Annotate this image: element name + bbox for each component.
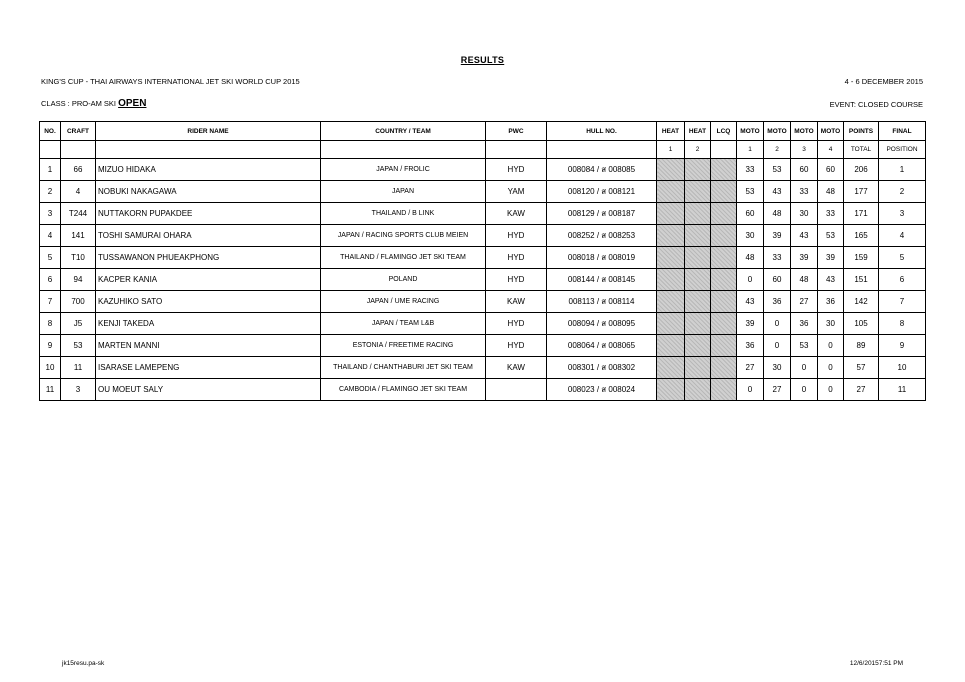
heat2-cell (685, 313, 711, 335)
country-team: JAPAN / UME RACING (321, 291, 486, 313)
moto2-points: 33 (764, 247, 791, 269)
moto4-points: 48 (818, 181, 844, 203)
moto4-points: 0 (818, 357, 844, 379)
heat2-cell (685, 379, 711, 401)
pwc: HYD (486, 313, 547, 335)
moto2-points: 27 (764, 379, 791, 401)
moto1-points: 43 (737, 291, 764, 313)
points-sub: TOTAL (844, 141, 879, 159)
craft-number: 3 (61, 379, 96, 401)
pwc: YAM (486, 181, 547, 203)
rider-name: KACPER KANIA (96, 269, 321, 291)
table-row (40, 225, 926, 247)
heat2-cell (685, 269, 711, 291)
pwc: HYD (486, 269, 547, 291)
heat2-cell (685, 335, 711, 357)
moto2-points: 60 (764, 269, 791, 291)
country-team: CAMBODIA / FLAMINGO JET SKI TEAM (321, 379, 486, 401)
moto2-points: 48 (764, 203, 791, 225)
col-moto4-header: MOTO (818, 122, 844, 141)
moto4-points: 33 (818, 203, 844, 225)
col-final-header: FINAL (879, 122, 926, 141)
lcq-cell (711, 379, 737, 401)
row-number: 7 (40, 291, 61, 313)
moto3-points: 60 (791, 159, 818, 181)
heat2-cell (685, 181, 711, 203)
moto3-points: 43 (791, 225, 818, 247)
hull-number: 008094 / ส 008095 (547, 313, 657, 335)
pwc: HYD (486, 225, 547, 247)
moto1-points: 33 (737, 159, 764, 181)
col-moto3-header: MOTO (791, 122, 818, 141)
heat1-cell (657, 203, 685, 225)
final-position: 2 (879, 181, 926, 203)
col-points-header: POINTS (844, 122, 879, 141)
moto3-points: 48 (791, 269, 818, 291)
hull-number: 008113 / ส 008114 (547, 291, 657, 313)
col-moto2-header: MOTO (764, 122, 791, 141)
heat1-cell (657, 269, 685, 291)
moto3-points: 0 (791, 357, 818, 379)
table-row (40, 379, 926, 401)
moto2-points: 0 (764, 335, 791, 357)
lcq-cell (711, 335, 737, 357)
moto4-points: 36 (818, 291, 844, 313)
col-heat2-header: HEAT (685, 122, 711, 141)
moto3-points: 53 (791, 335, 818, 357)
heat1-cell (657, 181, 685, 203)
results-table (39, 121, 926, 401)
heat1-cell (657, 225, 685, 247)
rider-name: TOSHI SAMURAI OHARA (96, 225, 321, 247)
final-position: 7 (879, 291, 926, 313)
class-line (41, 98, 146, 109)
final-position: 4 (879, 225, 926, 247)
table-row (40, 247, 926, 269)
total-points: 27 (844, 379, 879, 401)
hull-number: 008084 / ส 008085 (547, 159, 657, 181)
hull-number: 008301 / ส 008302 (547, 357, 657, 379)
final-position: 5 (879, 247, 926, 269)
col-hull-header: HULL NO. (547, 122, 657, 141)
moto4-points: 30 (818, 313, 844, 335)
pwc: HYD (486, 159, 547, 181)
moto1-points: 30 (737, 225, 764, 247)
final-position: 6 (879, 269, 926, 291)
lcq-cell (711, 225, 737, 247)
final-position: 11 (879, 379, 926, 401)
subheader-row (40, 141, 926, 159)
lcq-cell (711, 291, 737, 313)
pwc: KAW (486, 203, 547, 225)
final-sub: POSITION (879, 141, 926, 159)
country-team: JAPAN / FROLIC (321, 159, 486, 181)
moto2-points: 0 (764, 313, 791, 335)
total-points: 165 (844, 225, 879, 247)
rider-name: KENJI TAKEDA (96, 313, 321, 335)
lcq-cell (711, 181, 737, 203)
moto3-points: 30 (791, 203, 818, 225)
heat1-cell (657, 379, 685, 401)
craft-number: 700 (61, 291, 96, 313)
moto1-points: 48 (737, 247, 764, 269)
country-team: THAILAND / FLAMINGO JET SKI TEAM (321, 247, 486, 269)
hull-number: 008144 / ส 008145 (547, 269, 657, 291)
row-number: 8 (40, 313, 61, 335)
moto1-points: 60 (737, 203, 764, 225)
hull-number: 008023 / ส 008024 (547, 379, 657, 401)
country-team: ESTONIA / FREETIME RACING (321, 335, 486, 357)
country-team: JAPAN / RACING SPORTS CLUB MEIEN (321, 225, 486, 247)
row-number: 10 (40, 357, 61, 379)
pwc: KAW (486, 291, 547, 313)
heat2-cell (685, 291, 711, 313)
col-moto1-header: MOTO (737, 122, 764, 141)
table-row (40, 181, 926, 203)
heat1-cell (657, 247, 685, 269)
craft-number: 11 (61, 357, 96, 379)
moto4-points: 60 (818, 159, 844, 181)
class-value: OPEN (118, 98, 147, 109)
moto2-sub: 2 (764, 141, 791, 159)
moto3-points: 36 (791, 313, 818, 335)
rider-name: ISARASE LAMEPENG (96, 357, 321, 379)
lcq-cell (711, 203, 737, 225)
table-row (40, 269, 926, 291)
table-row (40, 203, 926, 225)
craft-number: 94 (61, 269, 96, 291)
heat1-cell (657, 357, 685, 379)
moto4-points: 39 (818, 247, 844, 269)
craft-number: 53 (61, 335, 96, 357)
table-row (40, 159, 926, 181)
pwc: HYD (486, 247, 547, 269)
row-number: 1 (40, 159, 61, 181)
total-points: 105 (844, 313, 879, 335)
heat1-sub: 1 (657, 141, 685, 159)
craft-number: J5 (61, 313, 96, 335)
moto1-points: 36 (737, 335, 764, 357)
footer-timestamp: 12/6/20157:51 PM (849, 660, 903, 667)
col-no-header: NO. (40, 122, 61, 141)
rider-name: NOBUKI NAKAGAWA (96, 181, 321, 203)
row-number: 4 (40, 225, 61, 247)
total-points: 151 (844, 269, 879, 291)
total-points: 142 (844, 291, 879, 313)
class-label: CLASS : PRO-AM SKI (41, 99, 119, 108)
craft-number: 4 (61, 181, 96, 203)
col-craft-header: CRAFT (61, 122, 96, 141)
hull-number: 008129 / ส 008187 (547, 203, 657, 225)
moto3-points: 0 (791, 379, 818, 401)
moto1-points: 39 (737, 313, 764, 335)
heat1-cell (657, 313, 685, 335)
total-points: 171 (844, 203, 879, 225)
moto4-sub: 4 (818, 141, 844, 159)
craft-number: 141 (61, 225, 96, 247)
col-country-header: COUNTRY / TEAM (321, 122, 486, 141)
heat1-cell (657, 159, 685, 181)
pwc: HYD (486, 335, 547, 357)
final-position: 3 (879, 203, 926, 225)
row-number: 6 (40, 269, 61, 291)
final-position: 9 (879, 335, 926, 357)
col-lcq-header: LCQ (711, 122, 737, 141)
heat1-cell (657, 335, 685, 357)
moto4-points: 0 (818, 379, 844, 401)
heat2-cell (685, 357, 711, 379)
pwc: KAW (486, 357, 547, 379)
moto3-points: 39 (791, 247, 818, 269)
final-position: 8 (879, 313, 926, 335)
hull-number: 008064 / ส 008065 (547, 335, 657, 357)
footer-filename: jk15resu.pa-sk (62, 660, 105, 667)
moto1-points: 53 (737, 181, 764, 203)
row-number: 2 (40, 181, 61, 203)
moto3-points: 27 (791, 291, 818, 313)
col-heat1-header: HEAT (657, 122, 685, 141)
final-position: 1 (879, 159, 926, 181)
country-team: JAPAN (321, 181, 486, 203)
country-team: POLAND (321, 269, 486, 291)
moto3-sub: 3 (791, 141, 818, 159)
hull-number: 008252 / ส 008253 (547, 225, 657, 247)
moto4-points: 43 (818, 269, 844, 291)
row-number: 9 (40, 335, 61, 357)
craft-number: T10 (61, 247, 96, 269)
rider-name: TUSSAWANON PHUEAKPHONG (96, 247, 321, 269)
event-line: KING'S CUP - THAI AIRWAYS INTERNATIONAL JET SKI WORLD CUP 2015 (41, 77, 300, 86)
moto2-points: 53 (764, 159, 791, 181)
heat2-cell (685, 159, 711, 181)
lcq-cell (711, 357, 737, 379)
moto1-sub: 1 (737, 141, 764, 159)
heat2-cell (685, 247, 711, 269)
heat2-sub: 2 (685, 141, 711, 159)
pwc (486, 379, 547, 401)
row-number: 11 (40, 379, 61, 401)
table-row (40, 357, 926, 379)
moto1-points: 0 (737, 379, 764, 401)
event-date: 4 - 6 DECEMBER 2015 (844, 77, 923, 86)
heat1-cell (657, 291, 685, 313)
table-row (40, 291, 926, 313)
table-row (40, 335, 926, 357)
country-team: JAPAN / TEAM L&B (321, 313, 486, 335)
event-type: EVENT: CLOSED COURSE (829, 100, 923, 109)
moto2-points: 36 (764, 291, 791, 313)
moto3-points: 33 (791, 181, 818, 203)
heat2-cell (685, 225, 711, 247)
rider-name: KAZUHIKO SATO (96, 291, 321, 313)
total-points: 57 (844, 357, 879, 379)
lcq-cell (711, 269, 737, 291)
lcq-cell (711, 159, 737, 181)
rider-name: MARTEN MANNI (96, 335, 321, 357)
country-team: THAILAND / B LINK (321, 203, 486, 225)
moto4-points: 0 (818, 335, 844, 357)
country-team: THAILAND / CHANTHABURI JET SKI TEAM (321, 357, 486, 379)
moto2-points: 30 (764, 357, 791, 379)
rider-name: OU MOEUT SALY (96, 379, 321, 401)
document-title: RESULTS (460, 55, 505, 65)
moto2-points: 39 (764, 225, 791, 247)
hull-number: 008120 / ส 008121 (547, 181, 657, 203)
rider-name: NUTTAKORN PUPAKDEE (96, 203, 321, 225)
craft-number: 66 (61, 159, 96, 181)
col-pwc-header: PWC (486, 122, 547, 141)
moto1-points: 27 (737, 357, 764, 379)
moto1-points: 0 (737, 269, 764, 291)
row-number: 5 (40, 247, 61, 269)
results-body (40, 159, 926, 401)
row-number: 3 (40, 203, 61, 225)
craft-number: T244 (61, 203, 96, 225)
table-row (40, 313, 926, 335)
final-position: 10 (879, 357, 926, 379)
rider-name: MIZUO HIDAKA (96, 159, 321, 181)
total-points: 89 (844, 335, 879, 357)
moto2-points: 43 (764, 181, 791, 203)
hull-number: 008018 / ส 008019 (547, 247, 657, 269)
total-points: 177 (844, 181, 879, 203)
total-points: 206 (844, 159, 879, 181)
lcq-cell (711, 247, 737, 269)
header-row (40, 122, 926, 141)
col-rider-header: RIDER NAME (96, 122, 321, 141)
heat2-cell (685, 203, 711, 225)
moto4-points: 53 (818, 225, 844, 247)
total-points: 159 (844, 247, 879, 269)
lcq-cell (711, 313, 737, 335)
